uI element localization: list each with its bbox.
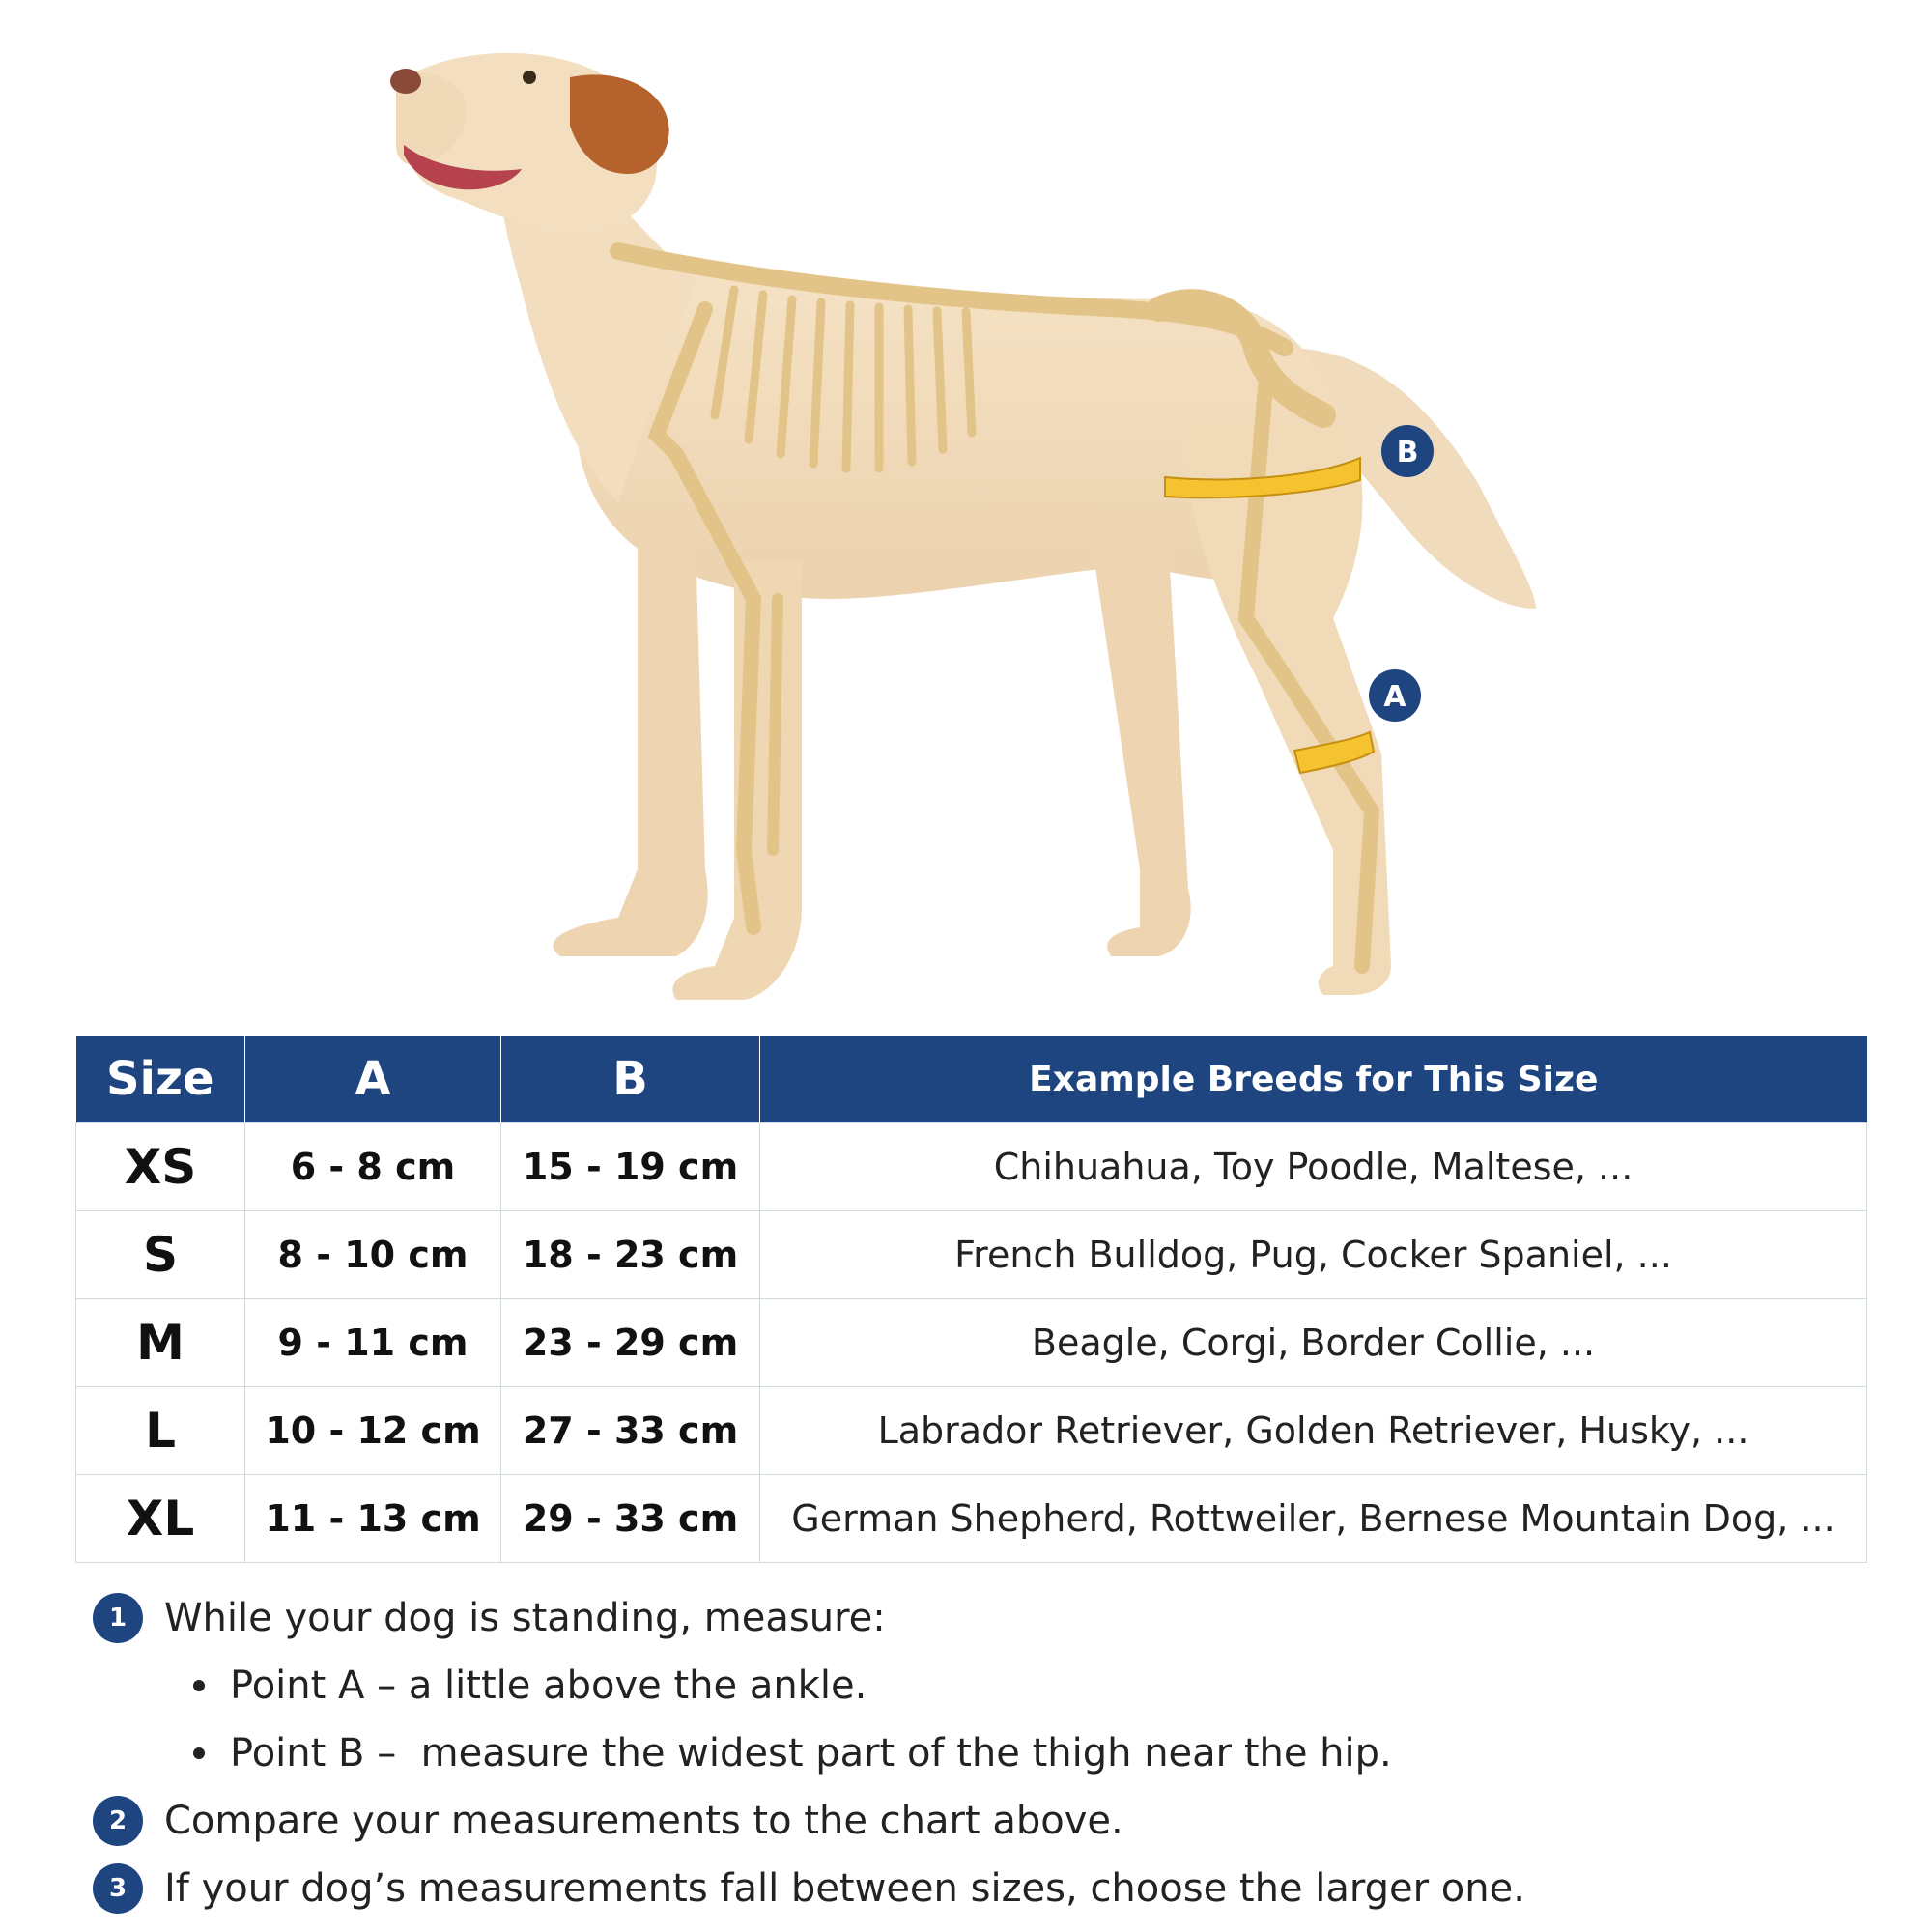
step-text: If your dog’s measurements fall between sizes, choose the larger one. — [164, 1866, 1525, 1911]
cell-breeds: Chihuahua, Toy Poodle, Maltese, ... — [760, 1123, 1867, 1211]
cell-breeds: German Shepherd, Rottweiler, Bernese Mountain Dog, ... — [760, 1475, 1867, 1563]
dog-eye — [523, 71, 536, 84]
cell-b: 23 - 29 cm — [501, 1299, 760, 1387]
cell-breeds: Labrador Retriever, Golden Retriever, Husky, ... — [760, 1387, 1867, 1475]
instruction-step-2 — [93, 1787, 1870, 1855]
step-text: Compare your measurements to the chart above. — [164, 1799, 1123, 1843]
step-number-badge: 2 — [93, 1796, 143, 1846]
cell-b: 27 - 33 cm — [501, 1387, 760, 1475]
instruction-step-1 — [93, 1584, 1870, 1652]
cell-a: 6 - 8 cm — [245, 1123, 501, 1211]
size-chart-table — [75, 1036, 1867, 1563]
header-breeds: Example Breeds for This Size — [760, 1036, 1867, 1123]
cell-b: 29 - 33 cm — [501, 1475, 760, 1563]
cell-size: S — [76, 1211, 245, 1299]
bullet-text: Point B – measure the widest part of the thigh near the hip. — [230, 1731, 1392, 1776]
bullet-text: Point A – a little above the ankle. — [230, 1663, 867, 1708]
instruction-bullet-b — [93, 1719, 1870, 1787]
cell-a: 11 - 13 cm — [245, 1475, 501, 1563]
cell-b: 15 - 19 cm — [501, 1123, 760, 1211]
table-row — [76, 1211, 1867, 1299]
header-size: Size — [76, 1036, 245, 1123]
dog-nose — [390, 69, 421, 94]
table-row — [76, 1299, 1867, 1387]
step-number-badge: 3 — [93, 1863, 143, 1914]
cell-a: 9 - 11 cm — [245, 1299, 501, 1387]
cell-size: L — [76, 1387, 245, 1475]
header-a: A — [245, 1036, 501, 1123]
marker-a-label: A — [1383, 680, 1406, 714]
table-row — [76, 1475, 1867, 1563]
instruction-bullet-a — [93, 1652, 1870, 1719]
measuring-instructions — [93, 1584, 1870, 1922]
header-b: B — [501, 1036, 760, 1123]
dog-hind-leg-left — [1092, 541, 1191, 956]
marker-a-badge — [1369, 669, 1421, 722]
cell-breeds: French Bulldog, Pug, Cocker Spaniel, ... — [760, 1211, 1867, 1299]
cell-size: M — [76, 1299, 245, 1387]
cell-breeds: Beagle, Corgi, Border Collie, ... — [760, 1299, 1867, 1387]
cell-size: XL — [76, 1475, 245, 1563]
cell-b: 18 - 23 cm — [501, 1211, 760, 1299]
bullet-dot — [193, 1680, 205, 1691]
table-row — [76, 1123, 1867, 1211]
table-header-row — [76, 1036, 1867, 1123]
instruction-step-3 — [93, 1855, 1870, 1922]
front-leg-bone-2 — [773, 599, 778, 850]
bullet-dot — [193, 1747, 205, 1759]
step-number-badge: 1 — [93, 1593, 143, 1643]
step-text: While your dog is standing, measure: — [164, 1596, 886, 1640]
cell-size: XS — [76, 1123, 245, 1211]
cell-a: 10 - 12 cm — [245, 1387, 501, 1475]
marker-b-badge — [1381, 425, 1434, 477]
dog-front-leg-left — [554, 541, 708, 956]
table-row — [76, 1387, 1867, 1475]
marker-b-label: B — [1396, 436, 1419, 469]
cell-a: 8 - 10 cm — [245, 1211, 501, 1299]
